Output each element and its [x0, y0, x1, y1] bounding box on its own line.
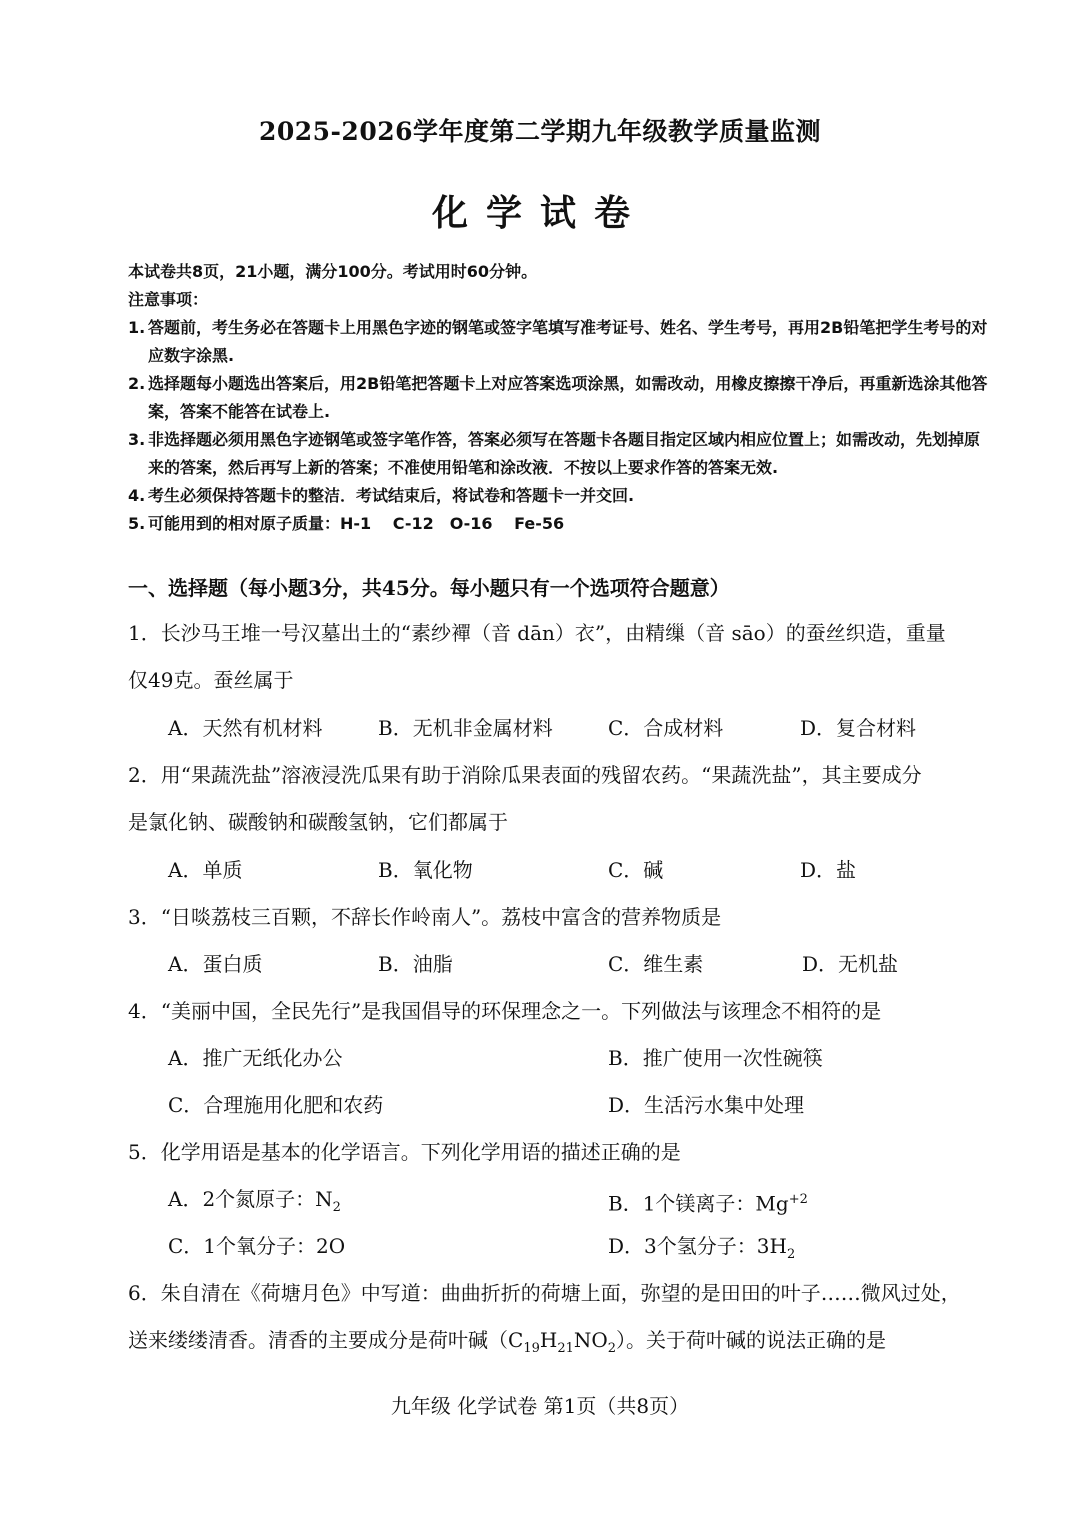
text: ）。关于荷叶碱的说法正确的是	[616, 1328, 887, 1352]
question-4-options-row1	[128, 1035, 990, 1082]
question-3	[128, 894, 990, 941]
option-d: D．生活污水集中处理	[608, 1093, 805, 1117]
option-b	[608, 1176, 808, 1228]
option-b: B．氧化物	[378, 858, 473, 882]
note-text: 非选择题必须用黑色字迹钢笔或签字笔作答，答案必须写在答题卡各题目指定区域内相应位置上；如需改动，先划掉原来的答案，然后再写上新的答案；不准使用铅笔和涂改液．不按以上要求作答的答案无效.	[148, 430, 981, 477]
note-item	[128, 510, 988, 538]
question-text-formula	[128, 1317, 990, 1372]
instructions	[128, 258, 988, 538]
question-3-options	[128, 941, 990, 988]
option-d: D．复合材料	[800, 716, 917, 740]
question-1	[128, 610, 990, 704]
text: 送来缕缕清香。清香的主要成分是荷叶碱（C	[128, 1328, 524, 1352]
option-c: C．1个氧分子：2O	[168, 1234, 346, 1258]
note-item	[128, 482, 988, 510]
notes-heading: 注意事项：	[128, 290, 209, 309]
question-text: 2．用“果蔬洗盐”溶液浸洗瓜果有助于消除瓜果表面的残留农药。“果蔬洗盐”，其主要成分	[128, 763, 922, 787]
note-text: 可能用到的相对原子质量：H-1 C-12 O-16 Fe-56	[148, 514, 565, 533]
subscript: 19	[523, 1341, 540, 1356]
question-text: 6．朱自清在《荷塘月色》中写道：曲曲折折的荷塘上面，弥望的是田田的叶子……微风过处，	[128, 1281, 961, 1305]
option-d-text: D．3个氢分子：3H	[608, 1234, 787, 1258]
option-d: D．无机盐	[802, 952, 899, 976]
section-heading: 一、选择题（每小题3分，共45分。每小题只有一个选项符合题意）	[128, 576, 730, 600]
option-a-text: A．2个氮原子：N	[168, 1187, 333, 1211]
note-text: 答题前，考生务必在答题卡上用黑色字迹的钢笔或签字笔填写准考证号、姓名、学生考号，再用2B铅笔把学生考号的对应数字涂黑.	[148, 318, 988, 365]
note-item	[128, 426, 988, 482]
question-2-options	[128, 847, 990, 894]
note-item	[128, 314, 988, 370]
exam-title: 2025-2026学年度第二学期九年级教学质量监测	[258, 117, 822, 146]
option-b: B．推广使用一次性碗筷	[608, 1046, 823, 1070]
question-4-options-row2	[128, 1082, 990, 1129]
question-5	[128, 1129, 990, 1176]
question-6	[128, 1270, 990, 1372]
option-b: B．无机非金属材料	[378, 716, 553, 740]
subscript: 2	[607, 1341, 617, 1356]
question-4	[128, 988, 990, 1035]
question-2	[128, 752, 990, 846]
option-c: C．碱	[608, 858, 664, 882]
element: H	[539, 1328, 558, 1352]
subject-title: 化学试卷	[431, 192, 648, 234]
note-number: 1.	[128, 318, 146, 337]
note-number: 2.	[128, 374, 146, 393]
note-item	[128, 370, 988, 426]
subscript: 2	[786, 1247, 796, 1262]
option-a: A．天然有机材料	[168, 716, 323, 740]
option-a: A．单质	[168, 858, 243, 882]
question-text: 1．长沙马王堆一号汉墓出土的“素纱襌（音 dān）衣”，由精缫（音 sāo）的蚕丝织造，重量	[128, 621, 946, 645]
page-footer: 九年级 化学试卷 第1页（共8页）	[390, 1394, 690, 1418]
note-text: 选择题每小题选出答案后，用2B铅笔把答题卡上对应答案选项涂黑，如需改动，用橡皮擦擦干净后，再重新选涂其他答案，答案不能答在试卷上.	[148, 374, 988, 421]
option-c: C．合理施用化肥和农药	[168, 1093, 384, 1117]
option-b: B．油脂	[378, 952, 453, 976]
question-text: 是氯化钠、碳酸钠和碳酸氢钠，它们都属于	[128, 810, 508, 834]
element: NO	[573, 1328, 608, 1352]
option-c: C．维生素	[608, 952, 704, 976]
question-text: 3．“日啖荔枝三百颗，不辞长作岭南人”。荔枝中富含的营养物质是	[128, 905, 722, 929]
question-text: 5．化学用语是基本的化学语言。下列化学用语的描述正确的是	[128, 1140, 681, 1164]
note-number: 3.	[128, 430, 146, 449]
question-5-options-row1	[128, 1176, 990, 1223]
note-number: 5.	[128, 514, 146, 533]
note-text: 考生必须保持答题卡的整洁．考试结束后，将试卷和答题卡一并交回.	[148, 486, 635, 505]
option-a: A．蛋白质	[168, 952, 263, 976]
option-a: A．推广无纸化办公	[168, 1046, 343, 1070]
question-1-options	[128, 705, 990, 752]
subscript: 2	[332, 1200, 341, 1215]
question-text: 4．“美丽中国，全民先行”是我国倡导的环保理念之一。下列做法与该理念不相符的是	[128, 999, 882, 1023]
exam-intro: 本试卷共8页，21小题，满分100分。考试用时60分钟。	[128, 262, 538, 281]
option-b-text: B．1个镁离子：Mg	[608, 1191, 789, 1216]
subscript: 21	[557, 1341, 574, 1356]
superscript: +2	[788, 1192, 808, 1207]
option-d: D．盐	[800, 858, 857, 882]
option-c: C．合成材料	[608, 716, 724, 740]
note-number: 4.	[128, 486, 146, 505]
question-5-options-row2	[128, 1223, 990, 1270]
question-text: 仅49克。蚕丝属于	[128, 668, 294, 692]
